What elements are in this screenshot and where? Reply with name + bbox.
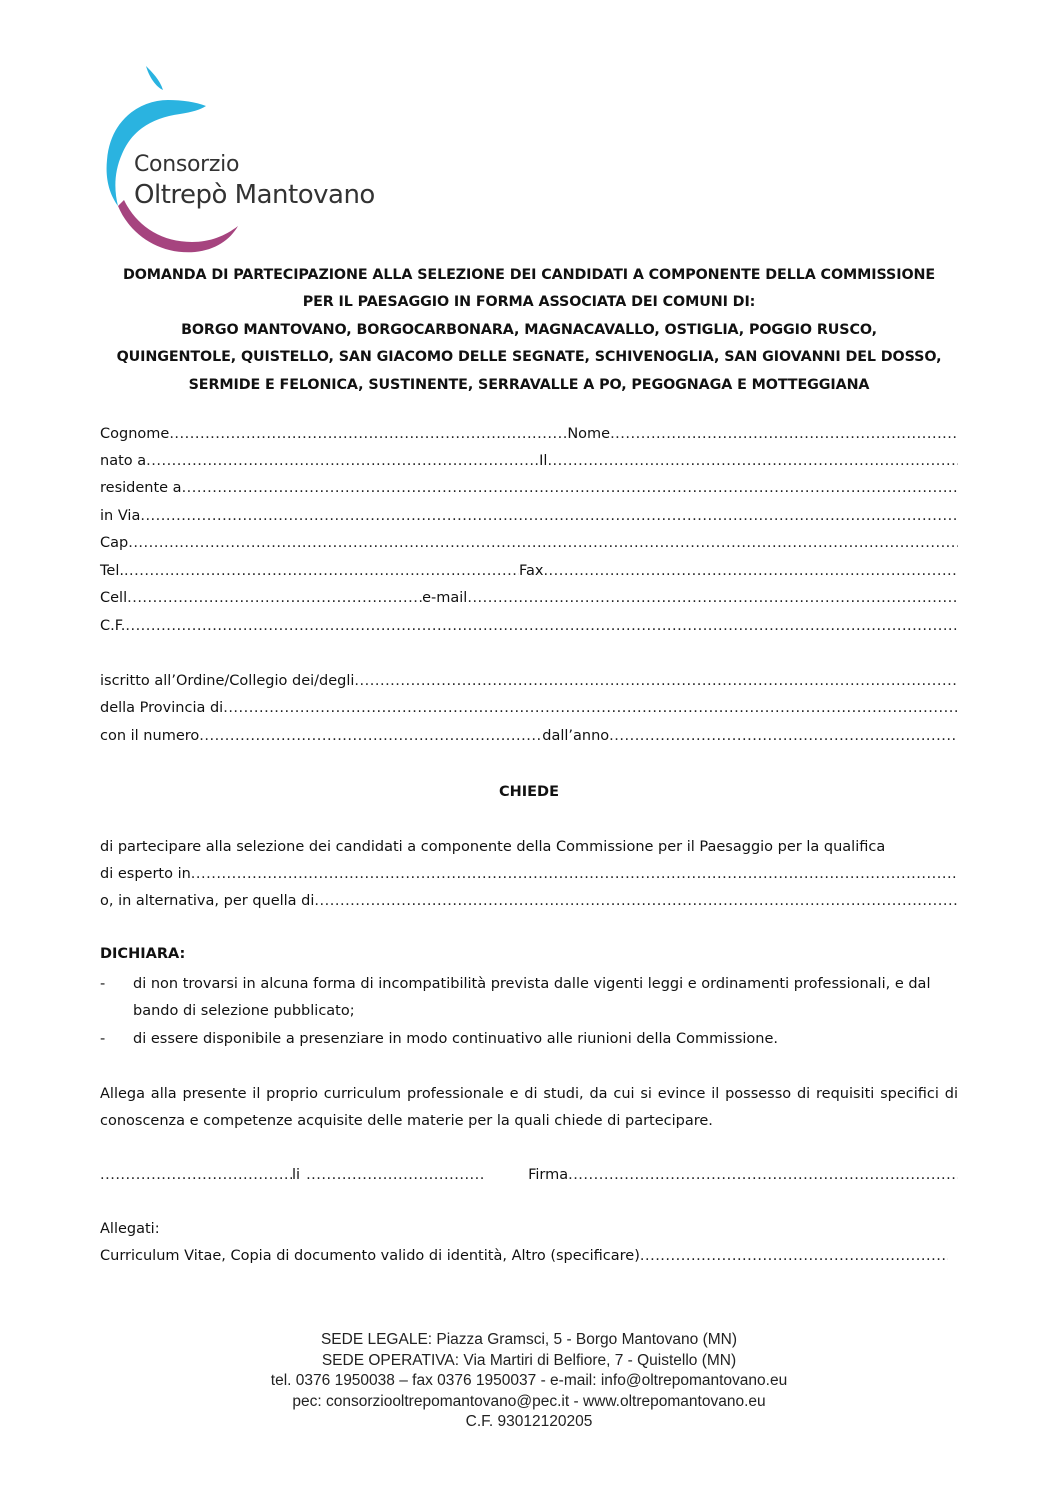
label-anno: dall’anno [542,728,610,744]
chiede-heading: CHIEDE [498,784,560,800]
declaration-text: di non trovarsi in alcuna forma di incompatibilità prevista dalle vigenti leggi e ordinamenti professionali, e dal bando di selezione pubblicato; [133,976,931,1020]
row-esperto [100,866,958,886]
allegati-heading [100,1221,958,1241]
label-in-via: in Via [100,508,141,524]
title-line: BORGO MANTOVANO, BORGOCARBONARA, MAGNACAVALLO, OSTIGLIA, POGGIO RUSCO, [181,321,877,338]
allega-paragraph: Allega alla presente il proprio curriculum professionale e di studi, da cui si evince il possesso di requisiti specifici di conoscenza e competenze acquisite delle materie per la quali chiede di partecipare. [100,1086,958,1130]
label-esperto: di esperto in [100,866,191,882]
label-iscritto: iscritto all’Ordine/Collegio dei/degli [100,673,355,689]
footer-pec-website: pec: consorziooltrepomantovano@pec.it - www.oltrepomantovano.eu [292,1392,766,1410]
declaration-item [100,1026,958,1053]
label-firma: Firma [528,1167,569,1183]
label-nato-a: nato a [100,453,147,469]
row-cap [100,535,958,555]
allegati-list: Curriculum Vitae, Copia di documento valido di identità, Altro (specificare) [100,1248,640,1264]
consortium-logo [100,60,400,260]
province-field[interactable] [223,700,958,716]
cell-field[interactable] [127,590,422,606]
footer-sede-operativa: SEDE OPERATIVA: Via Martiri di Belfiore, 7 - Quistello (MN) [321,1351,737,1369]
email-field[interactable] [467,590,958,606]
bullet-dash: - [100,976,106,992]
label-fax: Fax [518,563,544,579]
label-alternativa: o, in alternativa, per quella di [100,893,315,909]
title-line: SERMIDE E FELONICA, SUSTINENTE, SERRAVALLE A PO, PEGOGNAGA E MOTTEGGIANA [188,376,870,393]
cf-field[interactable] [125,618,958,634]
row-numero-anno [100,728,958,748]
label-cognome: Cognome [100,426,170,442]
label-li: li [292,1167,301,1183]
footer-contacts [0,1330,1058,1433]
row-tel-fax [100,563,958,583]
number-field[interactable] [199,728,542,744]
declaration-text: di essere disponibile a presenziare in modo continuativo alle riunioni della Commissione. [133,1031,779,1047]
row-cf [100,618,958,638]
birthplace-field[interactable] [146,453,539,469]
label-email: e-mail [422,590,468,606]
label-provincia: della Provincia di [100,700,224,716]
declaration-item [100,971,958,1026]
order-field[interactable] [354,673,958,689]
title-line: DOMANDA DI PARTECIPAZIONE ALLA SELEZIONE DEI CANDIDATI A COMPONENTE DELLA COMMISSIONE [122,267,936,283]
label-residente-a: residente a [100,480,182,496]
dichiara-heading: DICHIARA: [100,946,186,962]
title-line: QUINGENTOLE, QUISTELLO, SAN GIACOMO DELLE SEGNATE, SCHIVENOGLIA, SAN GIOVANNI DEL DOSSO, [116,349,942,366]
tel-field[interactable] [124,563,519,579]
logo-text-oltrepo-mantovano: Oltrepò Mantovano [134,180,375,210]
logo-text-consorzio: Consorzio [134,152,240,177]
footer-fiscal-code: C.F. 93012120205 [465,1413,593,1430]
year-field[interactable] [609,728,958,744]
bullet-dash: - [100,1031,106,1047]
title-line: PER IL PAESAGGIO IN FORMA ASSOCIATA DEI COMUNI DI: [302,294,756,311]
row-residente [100,480,958,500]
label-cell: Cell [100,590,128,606]
document-title [90,262,968,399]
row-cognome-nome [100,426,958,446]
row-provincia [100,700,958,720]
label-numero: con il numero [100,728,200,744]
row-nato-il [100,453,958,473]
footer-sede-legale: SEDE LEGALE: Piazza Gramsci, 5 - Borgo Mantovano (MN) [320,1331,738,1348]
label-cf: C.F. [100,618,126,634]
birthdate-field[interactable] [547,453,958,469]
alternative-field[interactable] [314,893,958,909]
row-via [100,508,958,528]
row-signature [100,1167,958,1187]
label-cap: Cap [100,535,129,551]
fax-field[interactable] [543,563,958,579]
signature-field[interactable] [568,1167,958,1183]
row-cell-email [100,590,958,610]
label-nome: Nome [567,426,611,442]
row-allegati [100,1248,948,1268]
row-alternativa [100,893,958,913]
date-field[interactable] [306,1167,486,1183]
nome-field[interactable] [610,426,958,442]
request-line: di partecipare alla selezione dei candidati a componente della Commissione per il Paesaggio per la qualifica [100,839,886,855]
expertise-field[interactable] [191,866,958,882]
label-tel: Tel. [100,563,124,579]
label-allegati: Allegati: [100,1221,160,1237]
footer-contacts-line: tel. 0376 1950038 – fax 0376 1950037 - e-mail: info@oltrepomantovano.eu [270,1372,788,1389]
row-iscritto [100,673,958,693]
cap-field[interactable] [128,535,958,551]
residence-field[interactable] [182,480,958,496]
other-attachment-field[interactable] [640,1248,948,1264]
label-il: Il [539,453,548,469]
street-field[interactable] [140,508,958,524]
place-field[interactable] [100,1167,292,1183]
cognome-field[interactable] [169,426,567,442]
